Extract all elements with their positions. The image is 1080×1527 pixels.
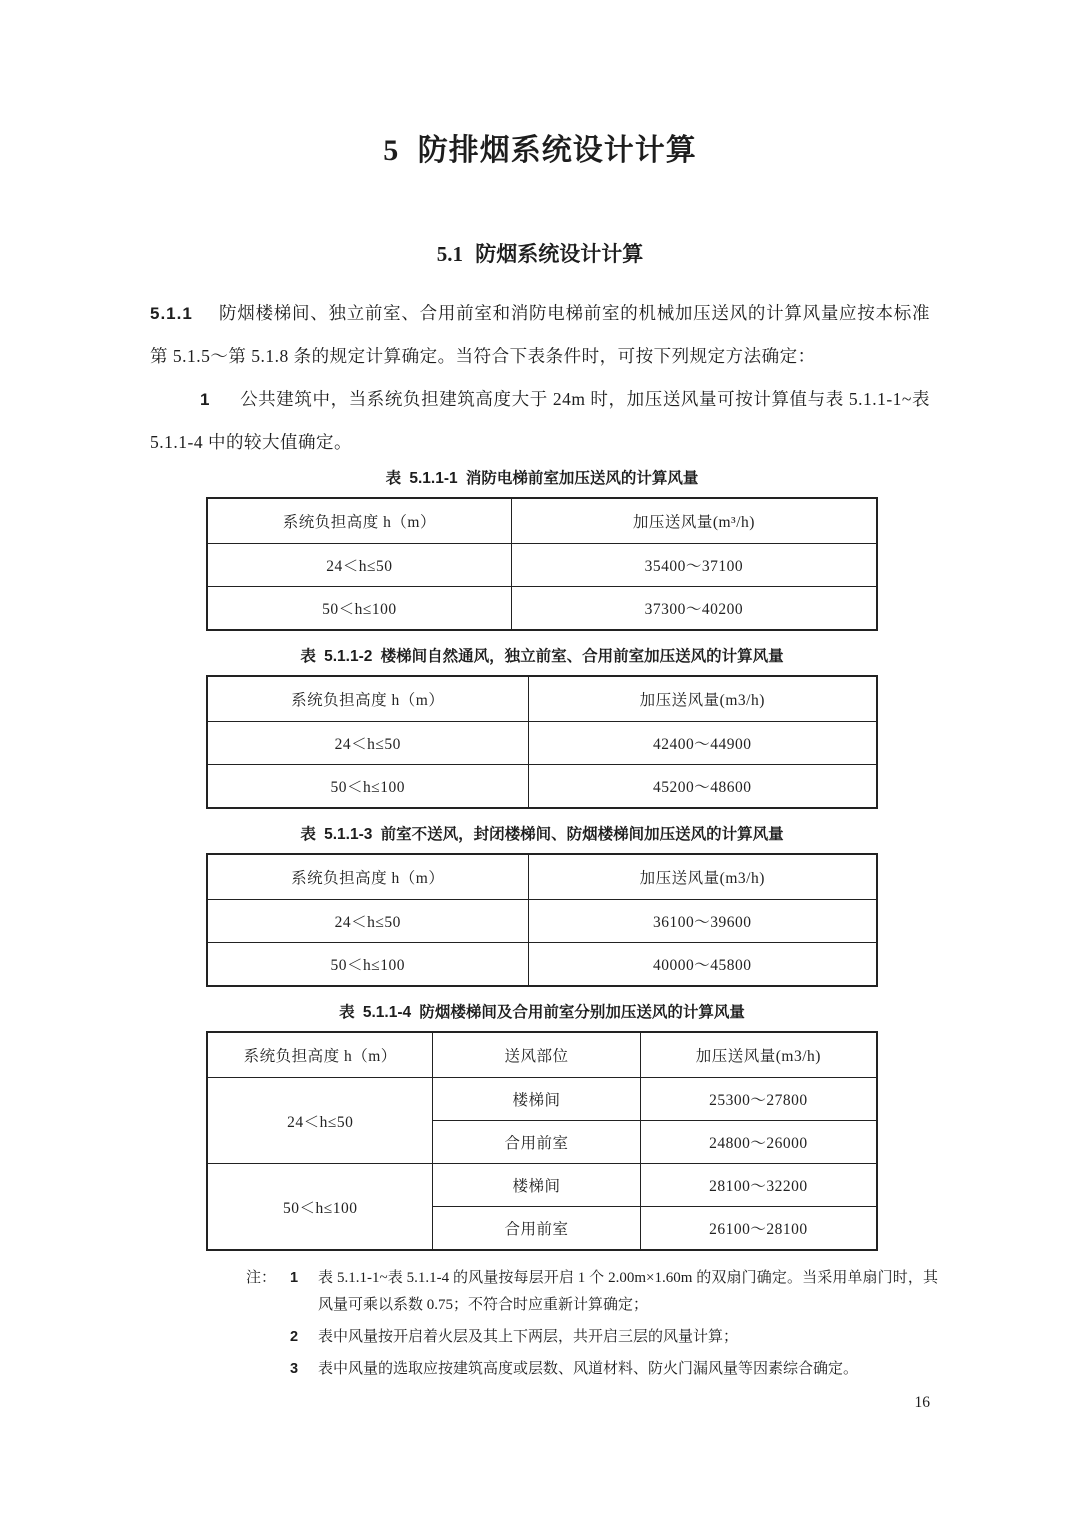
cell-height-range: 24＜h≤50 — [207, 722, 528, 765]
cell-height-range: 24＜h≤50 — [207, 1078, 433, 1164]
table-5-1-1-4-caption: 表 5.1.1-4 防烟楼梯间及合用前室分别加压送风的计算风量 — [339, 1004, 745, 1021]
note-number: 3 — [290, 1361, 299, 1377]
notes-block — [246, 1265, 938, 1383]
table-5-1-1-4-block — [206, 1003, 878, 1251]
table-header-row — [207, 854, 877, 900]
header-cell-system-height: 系统负担高度 h（m） — [207, 676, 528, 722]
cell-airflow-range: 26100～28100 — [640, 1207, 877, 1251]
cell-airflow-range: 36100～39600 — [528, 900, 877, 943]
cell-airflow-range: 42400～44900 — [528, 722, 877, 765]
page-number: 16 — [914, 1394, 930, 1411]
cell-supply-location: 楼梯间 — [433, 1164, 640, 1207]
cell-height-range: 50＜h≤100 — [207, 587, 511, 631]
table-5-1-1-1 — [206, 497, 878, 631]
note-text: 表中风量的选取应按建筑高度或层数、风道材料、防火门漏风量等因素综合确定。 — [318, 1361, 859, 1377]
header-cell-supply-location: 送风部位 — [433, 1032, 640, 1078]
table-5-1-1-3-caption: 表 5.1.1-3 前室不送风，封闭楼梯间、防烟楼梯间加压送风的计算风量 — [300, 826, 784, 843]
table-row — [207, 943, 877, 987]
item-paragraph — [150, 378, 930, 464]
chapter-title: 5 防排烟系统设计计算 — [383, 134, 697, 167]
table-5-1-1-3-block — [206, 825, 878, 987]
note-item-2 — [290, 1324, 938, 1351]
note-text: 表中风量按开启着火层及其上下两层，共开启三层的风量计算； — [318, 1329, 739, 1345]
table-row — [207, 765, 877, 809]
cell-height-range: 24＜h≤50 — [207, 900, 528, 943]
cell-airflow-range: 28100～32200 — [640, 1164, 877, 1207]
note-text: 表 5.1.1-1~表 5.1.1-4 的风量按每层开启 1 个 2.00m×1.60m 的双扇门确定。当采用单扇门时，其风量可乘以系数 0.75；不符合时应重新计算确定； — [318, 1270, 938, 1313]
header-cell-system-height: 系统负担高度 h（m） — [207, 498, 511, 544]
cell-height-range: 50＜h≤100 — [207, 1164, 433, 1251]
note-item-3 — [290, 1356, 938, 1383]
cell-height-range: 50＜h≤100 — [207, 943, 528, 987]
table-5-1-1-1-caption: 表 5.1.1-1 消防电梯前室加压送风的计算风量 — [385, 470, 699, 487]
clause-paragraph — [150, 292, 930, 378]
cell-airflow-range: 40000～45800 — [528, 943, 877, 987]
cell-airflow-range: 24800～26000 — [640, 1121, 877, 1164]
cell-height-range: 50＜h≤100 — [207, 765, 528, 809]
table-row — [207, 900, 877, 943]
header-cell-system-height: 系统负担高度 h（m） — [207, 854, 528, 900]
note-item-1 — [246, 1265, 938, 1319]
table-header-row — [207, 498, 877, 544]
cell-height-range: 24＜h≤50 — [207, 544, 511, 587]
table-5-1-1-4 — [206, 1031, 878, 1251]
note-number: 2 — [290, 1329, 299, 1345]
table-5-1-1-3 — [206, 853, 878, 987]
header-cell-airflow: 加压送风量(m3/h) — [528, 676, 877, 722]
cell-supply-location: 合用前室 — [433, 1121, 640, 1164]
note-number: 1 — [290, 1270, 299, 1286]
table-5-1-1-1-block — [206, 469, 878, 631]
item-text: 公共建筑中，当系统负担建筑高度大于 24m 时，加压送风量可按计算值与表 5.1.1-1~表 5.1.1-4 中的较大值确定。 — [150, 389, 930, 452]
table-header-row — [207, 1032, 877, 1078]
cell-airflow-range: 35400～37100 — [511, 544, 877, 587]
table-row — [207, 544, 877, 587]
cell-airflow-range: 45200～48600 — [528, 765, 877, 809]
table-row — [207, 587, 877, 631]
item-number: 1 — [200, 390, 210, 409]
cell-supply-location: 合用前室 — [433, 1207, 640, 1251]
header-cell-system-height: 系统负担高度 h（m） — [207, 1032, 433, 1078]
clause-text: 防烟楼梯间、独立前室、合用前室和消防电梯前室的机械加压送风的计算风量应按本标准第 5.1.5～第 5.1.8 条的规定计算确定。当符合下表条件时，可按下列规定方法确定： — [150, 303, 930, 366]
table-5-1-1-2-caption: 表 5.1.1-2 楼梯间自然通风，独立前室、合用前室加压送风的计算风量 — [300, 648, 784, 665]
cell-supply-location: 楼梯间 — [433, 1078, 640, 1121]
cell-airflow-range: 25300～27800 — [640, 1078, 877, 1121]
notes-label: 注： — [246, 1270, 277, 1286]
table-5-1-1-2 — [206, 675, 878, 809]
cell-airflow-range: 37300～40200 — [511, 587, 877, 631]
header-cell-airflow: 加压送风量(m3/h) — [640, 1032, 877, 1078]
section-title: 5.1 防烟系统设计计算 — [436, 242, 644, 266]
table-header-row — [207, 676, 877, 722]
table-row — [207, 722, 877, 765]
header-cell-airflow: 加压送风量(m3/h) — [528, 854, 877, 900]
table-row — [207, 1164, 877, 1207]
table-5-1-1-2-block — [206, 647, 878, 809]
header-cell-airflow: 加压送风量(m³/h) — [511, 498, 877, 544]
table-row — [207, 1078, 877, 1121]
clause-number: 5.1.1 — [150, 304, 193, 323]
